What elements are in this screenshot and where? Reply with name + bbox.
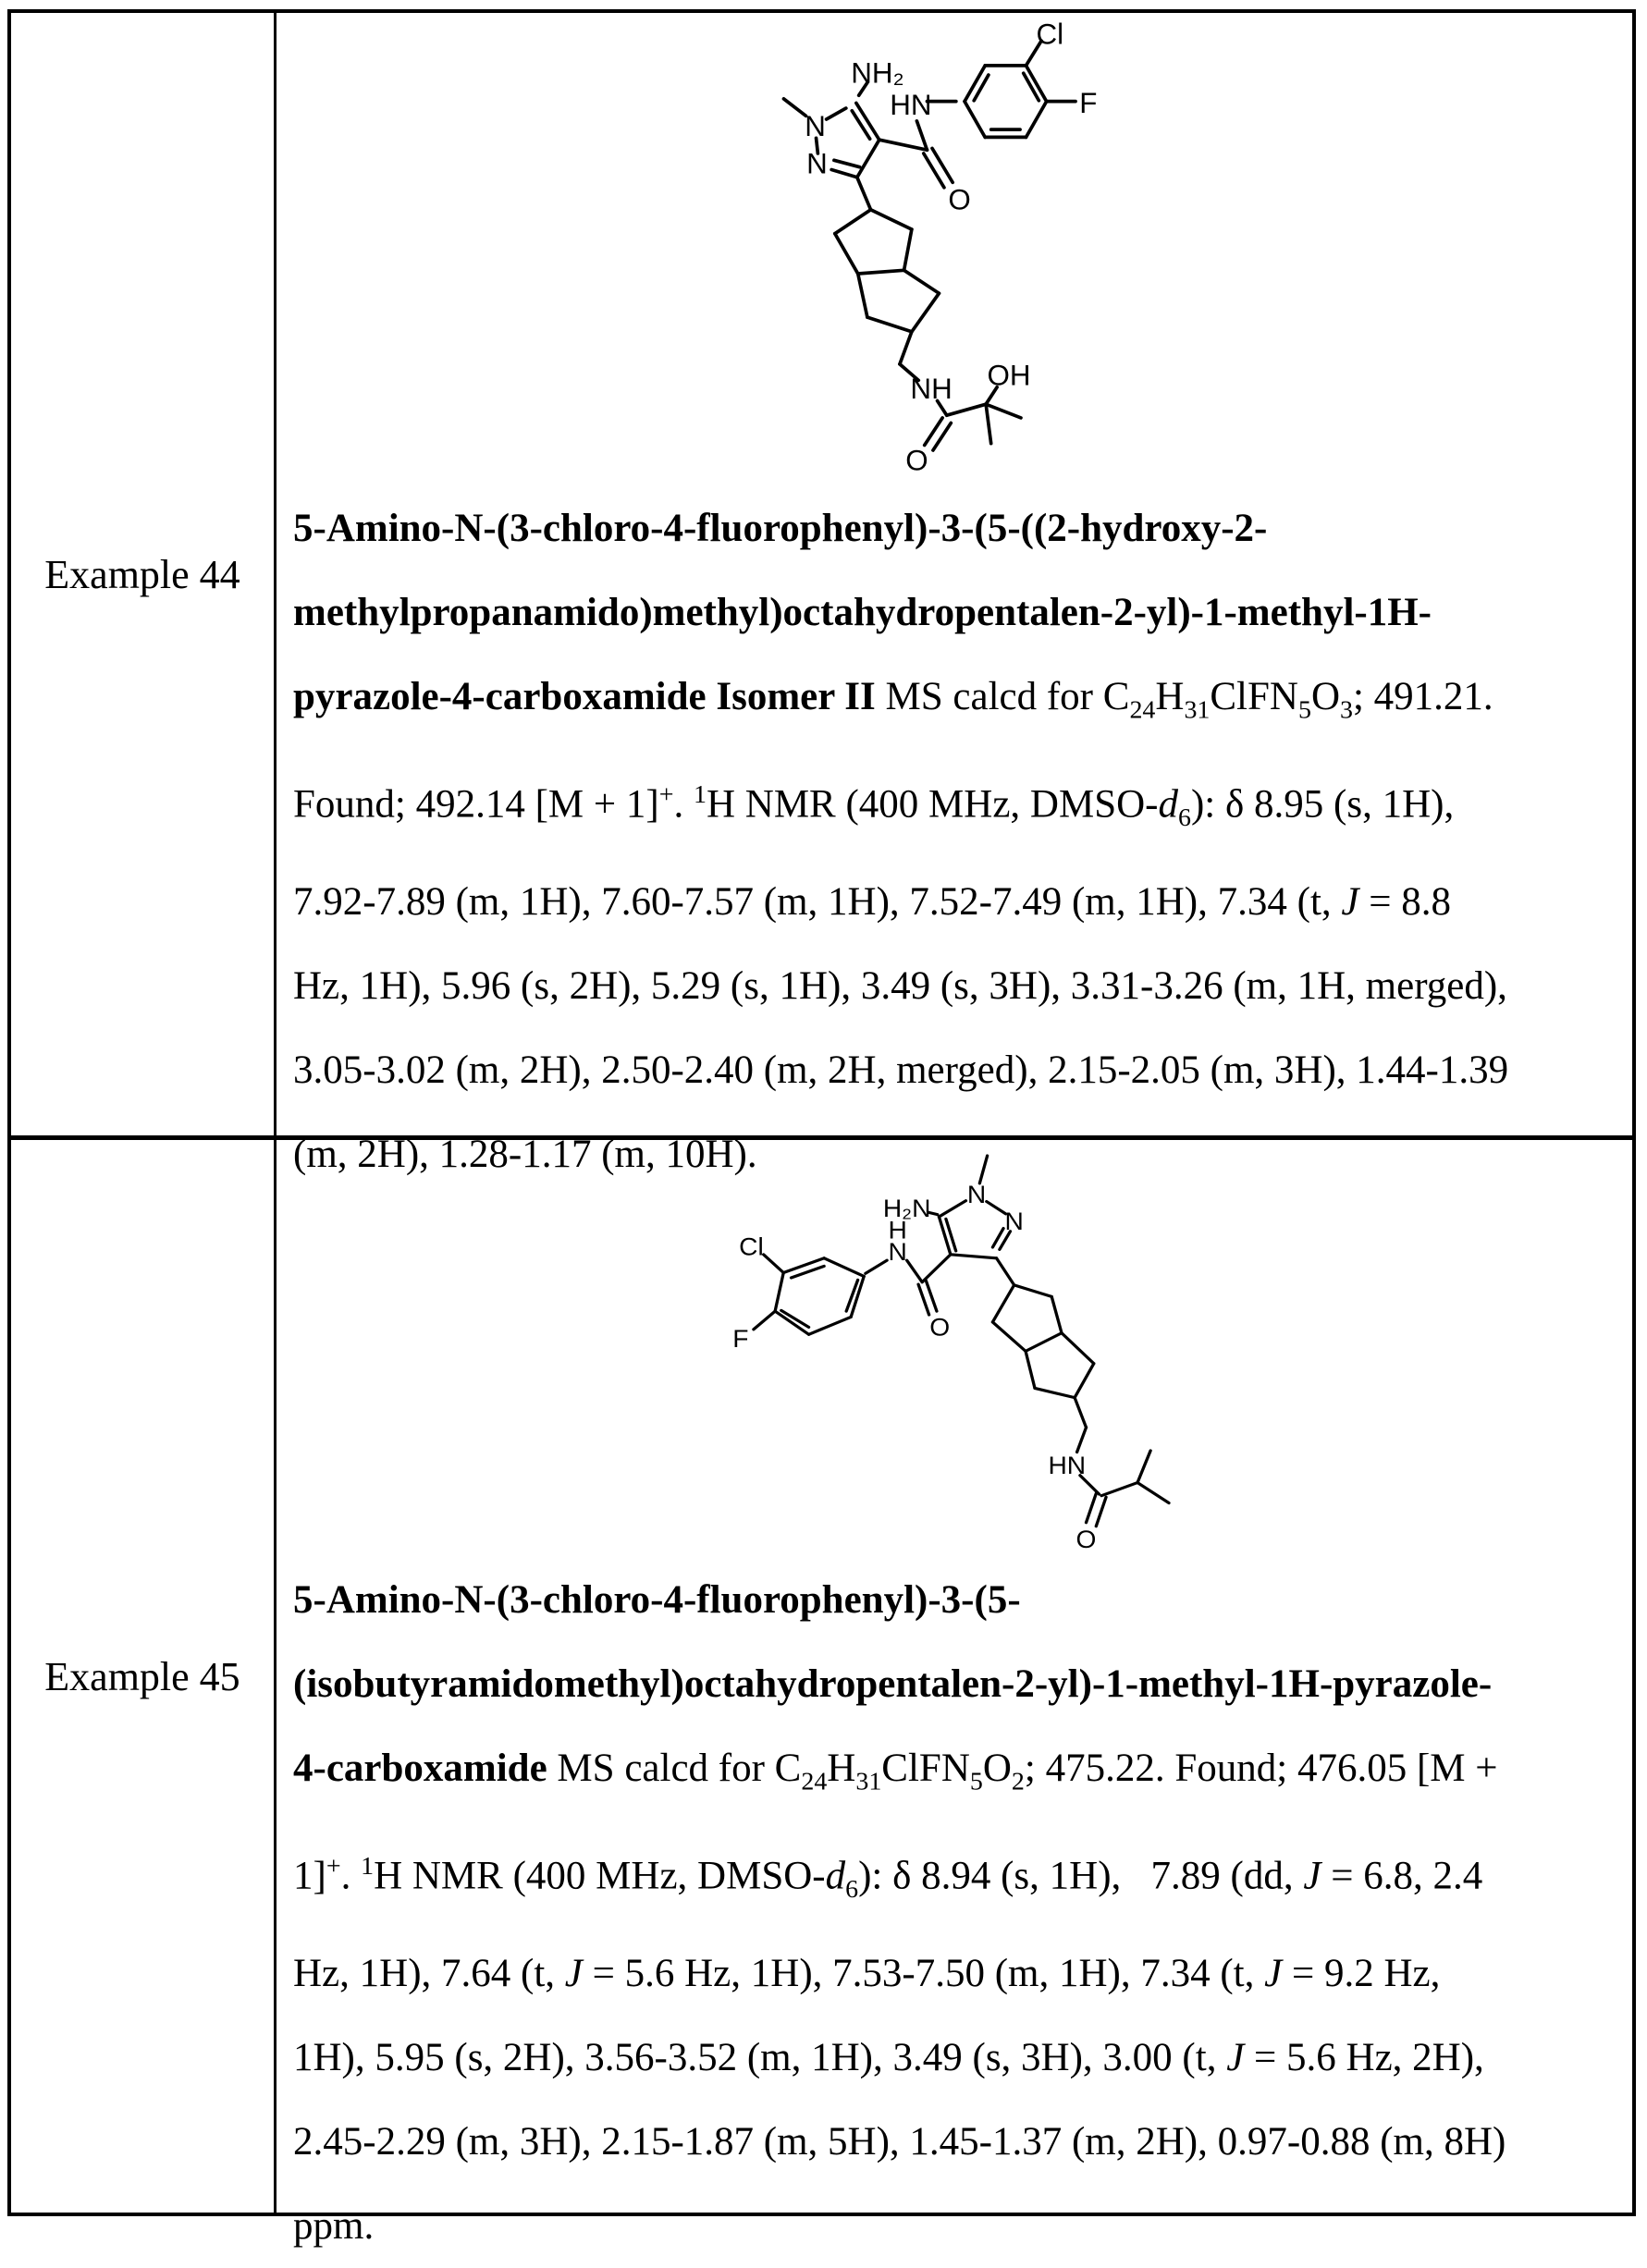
atom-o-amide: O [948,183,971,216]
atom-h-amide: H [888,1216,907,1244]
text-line: Hz, 1H), 5.96 (s, 2H), 5.29 (s, 1H), 3.49 (s, 3H), 3.31-3.26 (m, 1H, merged), [293,963,1507,1008]
example-44-structure [277,18,1632,477]
text-line: 4-carboxamide MS calcd for $C_{24}H_{31}ClFN_5O_2$; 475.22. Found; 476.05 [M + [293,1747,1498,1796]
atom-nh2: NH₂ [851,56,904,90]
text-line: methylpropanamido)methyl)octahydropentalen-2-yl)-1-methyl-1H- [293,591,1432,634]
text-line: (m, 2H), 1.28-1.17 (m, 10H). [293,1132,757,1176]
text-line: pyrazole-4-carboxamide Isomer II MS calcd for $C_{24}H_{31}ClFN_5O_3$; 491.21. [293,675,1493,725]
examples-table [7,9,1636,2248]
example-44-label: Example 44 [44,551,240,597]
example-45-content-cell [277,1140,1632,2248]
text-line: Found; 492.14 [M + 1]+. $^1$H NMR (400 MHz, DMSO-$d_6$): δ 8.95 (s, 1H), [293,779,1455,832]
text-line: 2.45-2.29 (m, 3H), 2.15-1.87 (m, 5H), 1.45-1.37 (m, 2H), 0.97-0.88 (m, 8H) [293,2119,1506,2164]
atom-n2: N [806,147,828,180]
text-line: 1H), 5.95 (s, 2H), 3.56-3.52 (m, 1H), 3.49 (s, 3H), 3.00 (t, J = 5.6 Hz, 2H), [293,2035,1484,2079]
atom-labels [805,18,1097,476]
atom-o-acyl: O [1075,1525,1097,1553]
atom-h2n: H₂N [882,1194,931,1222]
text-line: 5-Amino-N-(3-chloro-4-fluorophenyl)-3-(5-((2-hydroxy-2- [293,507,1268,550]
example-45-structure [277,1146,1632,1552]
text-line: ppm. [293,2203,375,2248]
text-line: (isobutyramidomethyl)octahydropentalen-2-yl)-1-methyl-1H-pyrazole- [293,1662,1493,1706]
atom-o-acyl: O [905,444,928,477]
example-45-description [293,1558,1623,2268]
text-line: Hz, 1H), 7.64 (t, J = 5.6 Hz, 1H), 7.53-7.50 (m, 1H), 7.34 (t, J = 9.2 Hz, [293,1951,1441,1995]
example-45-label-cell [11,1140,274,2213]
atom-f: F [732,1324,749,1354]
text-line: 7.92-7.89 (m, 1H), 7.60-7.57 (m, 1H), 7.52-7.49 (m, 1H), 7.34 (t, J = 8.8 [293,879,1451,924]
atom-cl: Cl [739,1232,764,1261]
atom-oh: OH [987,359,1031,392]
atom-f: F [1079,86,1098,119]
atom-nh-chain: NH [910,373,953,406]
atom-cl: Cl [1036,18,1064,51]
atom-n1: N [805,109,826,142]
atom-n1: N [966,1180,987,1208]
atom-hn-chain: HN [1048,1451,1087,1479]
text-line: 3.05-3.02 (m, 2H), 2.50-2.40 (m, 2H, merged), 2.15-2.05 (m, 3H), 1.44-1.39 [293,1048,1509,1092]
atom-o-amide: O [929,1313,951,1342]
text-line: 5-Amino-N-(3-chloro-4-fluorophenyl)-3-(5- [293,1578,1021,1622]
text-line: 1]+. $^1$H NMR (400 MHz, DMSO-$d_6$): δ 8.94 (s, 1H), 7.89 (dd, J = 6.8, 2.4 [293,1851,1483,1904]
atom-hn-amide: HN [890,88,932,121]
example-44-label-cell [11,13,274,1135]
example-45-label: Example 45 [44,1653,240,1699]
example-44-description [293,486,1623,1196]
structure-ex44-svg [732,18,1176,477]
structure-ex45-svg [686,1146,1223,1552]
atom-n-amide: N [888,1237,907,1266]
atom-n2: N [1004,1207,1024,1235]
example-44-content-cell [277,13,1632,1176]
bond-lines [754,1156,1169,1526]
atom-labels [732,1181,1096,1553]
